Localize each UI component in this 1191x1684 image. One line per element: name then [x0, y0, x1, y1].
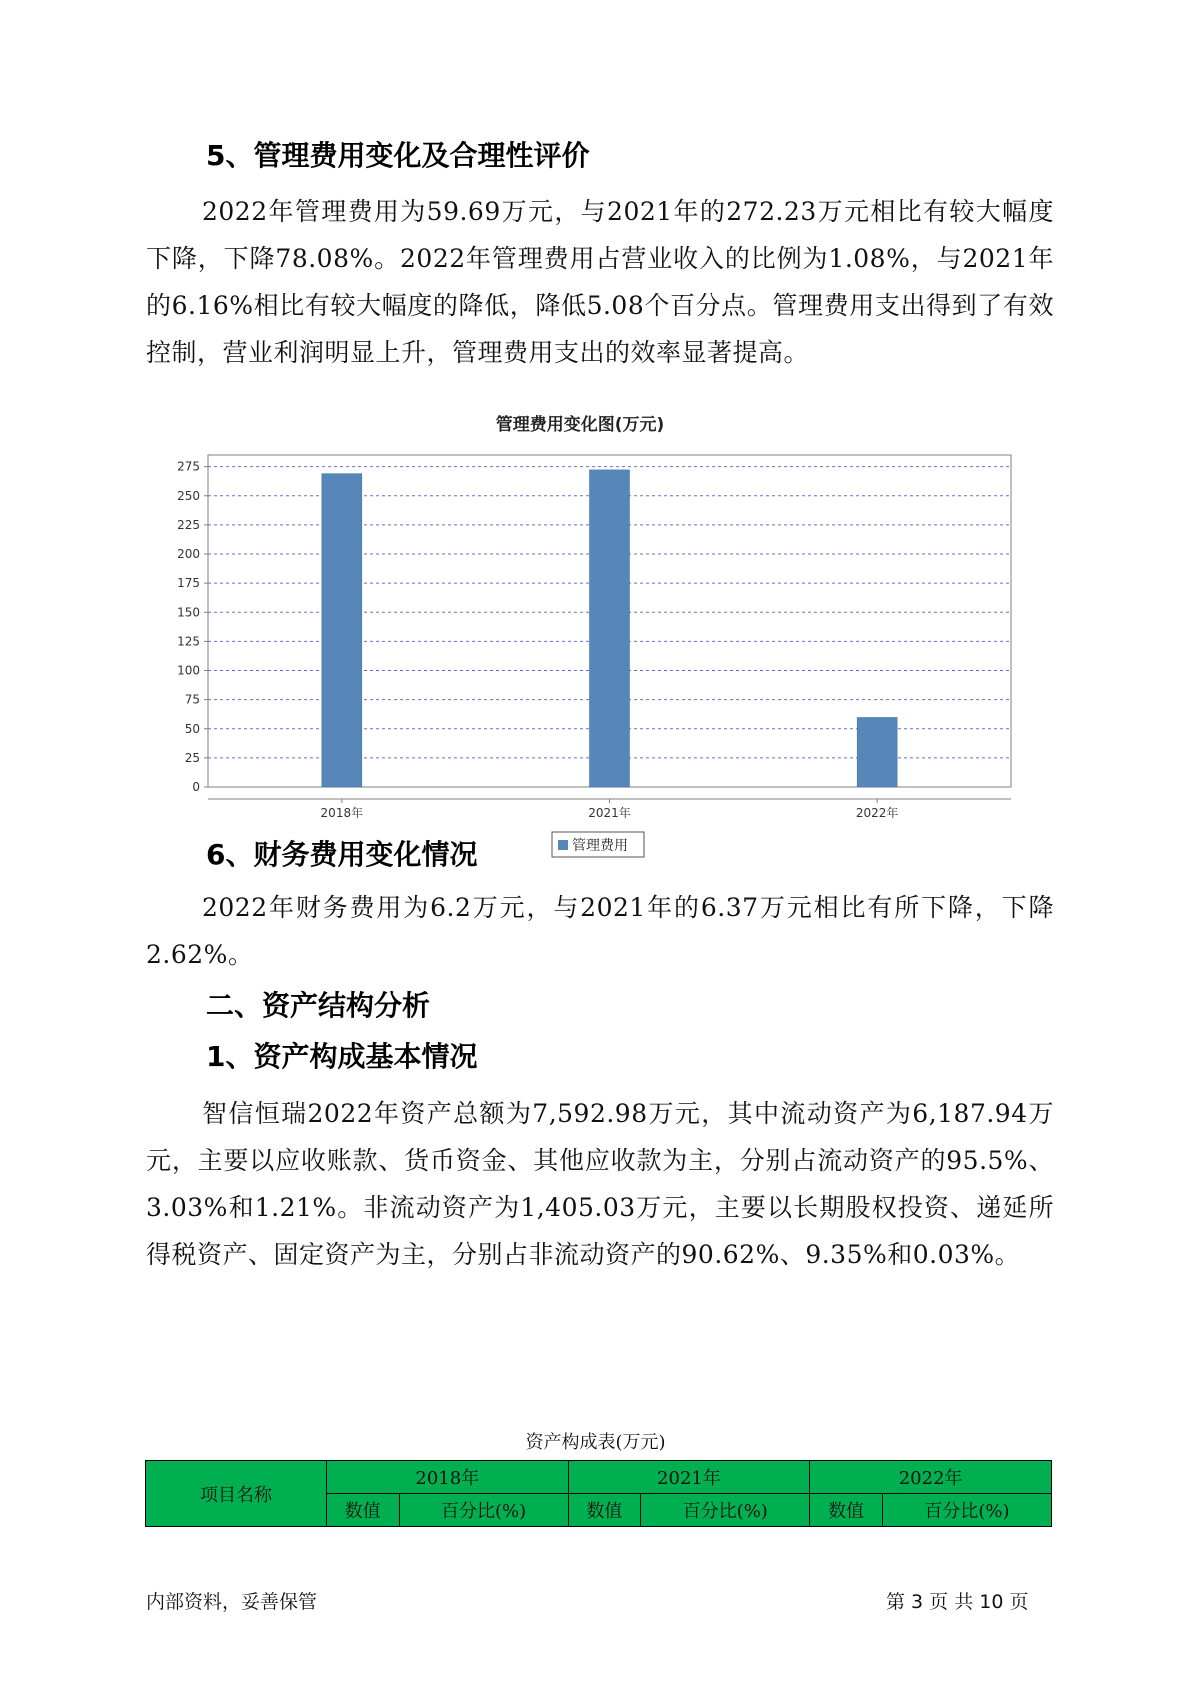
y-tick-label: 25 [184, 750, 200, 765]
table-header-value: 数值 [568, 1494, 641, 1527]
asset-table [145, 1460, 1052, 1527]
x-axis-ticks [321, 799, 899, 820]
y-tick-label: 75 [184, 692, 200, 707]
y-tick-label: 50 [184, 721, 200, 736]
table-header-pct: 百分比(%) [882, 1494, 1051, 1527]
table-header-pct: 百分比(%) [641, 1494, 810, 1527]
table-header-year: 2021年 [568, 1461, 810, 1494]
y-tick-label: 125 [177, 634, 200, 649]
table-header-value: 数值 [327, 1494, 400, 1527]
y-tick-label: 0 [192, 780, 200, 794]
table-header-year: 2018年 [327, 1461, 569, 1494]
y-axis-ticks [177, 460, 208, 794]
bar [590, 470, 630, 787]
section-asset-heading: 二、资产结构分析 [206, 989, 431, 1022]
section5-heading: 5、管理费用变化及合理性评价 [206, 139, 590, 172]
x-tick-label: 2021年 [588, 806, 631, 820]
section6-heading: 6、财务费用变化情况 [206, 838, 478, 871]
y-tick-label: 275 [177, 459, 200, 474]
footer-left: 内部资料，妥善保管 [146, 1591, 318, 1613]
bar [857, 717, 897, 787]
chart-svg [140, 408, 1020, 868]
chart-title: 管理费用变化图(万元) [495, 415, 665, 435]
section5-paragraph: 2022年管理费用为59.69万元，与2021年的272.23万元相比有较大幅度下降，下降78.08%。2022年管理费用占营业收入的比例为1.08%，与2021年的6.16%相比有较大幅度的降低，降低5.08个百分点。管理费用支出得到了有效控制，营业利润明显上升，管理费用支出的效率显著提高。 [146, 197, 1054, 367]
section-asset-subheading: 1、资产构成基本情况 [206, 1040, 478, 1073]
table-header-pct: 百分比(%) [399, 1494, 568, 1527]
y-tick-label: 250 [177, 488, 200, 503]
table-header-year: 2022年 [810, 1461, 1052, 1494]
y-tick-label: 150 [177, 605, 200, 620]
y-tick-label: 175 [177, 576, 200, 591]
y-tick-label: 200 [177, 547, 200, 562]
section-asset-paragraph: 智信恒瑞2022年资产总额为7,592.98万元，其中流动资产为6,187.94万元，主要以应收账款、货币资金、其他应收款为主，分别占流动资产的95.5%、3.03%和1.21%。非流动资产为1,405.03万元，主要以长期股权投资、递延所得税资产、固定资产为主，分别占非流动资产的90.62%、9.35%和0.03%。 [146, 1099, 1054, 1269]
y-tick-label: 100 [177, 663, 200, 678]
footer-right: 第 3 页 共 10 页 [886, 1591, 1029, 1613]
y-tick-label: 225 [177, 517, 200, 532]
admin-expense-chart [140, 408, 1020, 868]
table-header-value: 数值 [810, 1494, 883, 1527]
table-header-name: 项目名称 [146, 1461, 327, 1527]
section6-paragraph: 2022年财务费用为6.2万元，与2021年的6.37万元相比有所下降，下降2.62%。 [146, 893, 1054, 969]
bar [322, 474, 362, 787]
legend-swatch [558, 840, 568, 850]
legend-label: 管理费用 [572, 838, 628, 854]
x-tick-label: 2022年 [855, 806, 899, 820]
x-tick-label: 2018年 [320, 806, 364, 820]
legend [552, 832, 644, 857]
asset-table-caption: 资产构成表(万元) [525, 1432, 666, 1453]
